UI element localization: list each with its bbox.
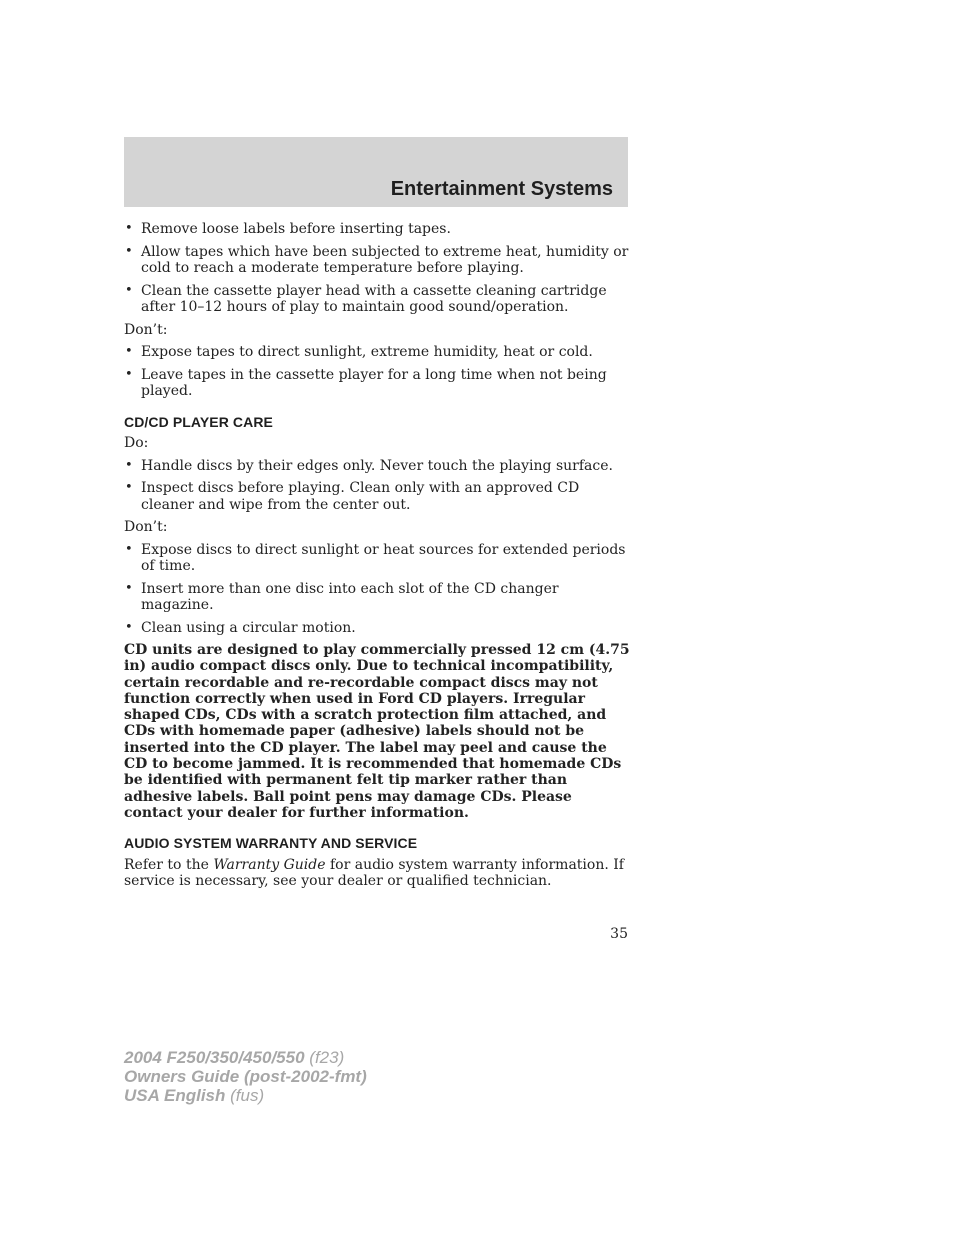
section-header-band bbox=[124, 137, 628, 207]
bullet-icon: • bbox=[125, 480, 133, 495]
page-number: 35 bbox=[610, 926, 628, 942]
bullet-icon: • bbox=[125, 366, 133, 382]
list-item: • Inspect discs before playing. Clean only with an approved CD cleaner and wipe from the center out. bbox=[125, 480, 580, 513]
list-item: • Expose tapes to direct sunlight, extreme humidity, heat or cold. bbox=[125, 344, 593, 360]
bullet-icon: • bbox=[125, 619, 133, 635]
cd-do-label: Do: bbox=[124, 435, 149, 451]
footer-doc-info bbox=[124, 1048, 367, 1105]
cd-dont-label: Don’t: bbox=[124, 519, 168, 535]
cd-do-list bbox=[124, 458, 630, 514]
page-content bbox=[124, 221, 630, 896]
bullet-icon: • bbox=[125, 541, 133, 557]
list-item: • Remove loose labels before inserting tapes. bbox=[125, 221, 451, 237]
cassette-dont-label: Don’t: bbox=[124, 321, 168, 338]
cd-dont-list bbox=[124, 542, 630, 637]
list-item: • Insert more than one disc into each slot of the CD changer magazine. bbox=[125, 580, 559, 613]
list-item: • Handle discs by their edges only. Never touch the playing surface. bbox=[125, 457, 613, 474]
bullet-icon: • bbox=[125, 221, 133, 236]
list-item: • Leave tapes in the cassette player for a long time when not being played. bbox=[125, 366, 607, 399]
warranty-guide-title: Warranty Guide bbox=[213, 856, 326, 873]
bullet-icon: • bbox=[125, 344, 133, 359]
list-item: • Clean the cassette player head with a cassette cleaning cartridge after 10–12 hours of play to maintain good sound/operation. bbox=[125, 282, 607, 315]
footer-line-model: 2004 F250/350/450/550 (f23) bbox=[124, 1048, 345, 1067]
bullet-icon: • bbox=[125, 580, 133, 596]
bullet-icon: • bbox=[125, 243, 133, 259]
cd-warning-paragraph: CD units are designed to play commercially pressed 12 cm (4.75 in) audio compact discs only. Due to technical incompatibility, certain recordable and re-recordable compact discs may not function correctly when used in Ford CD players. Irregular shaped CDs, CDs with a scratch protection film attached, and CDs with homemade paper (adhesive) labels should not be inserted into the CD player. The label may peel and cause the CD to become jammed. It is recommended that homemade CDs be identified with permanent felt tip marker rather than adhesive labels. Ball point pens may damage CDs. Please contact your dealer for further information. bbox=[124, 642, 630, 821]
warranty-heading: AUDIO SYSTEM WARRANTY AND SERVICE bbox=[124, 835, 418, 852]
warranty-paragraph: Refer to the Warranty Guide for audio system warranty information. If service is necessary, see your dealer or qualified technician. bbox=[124, 856, 624, 890]
list-item: • Expose discs to direct sunlight or heat sources for extended periods of time. bbox=[125, 541, 626, 574]
cassette-dont-list bbox=[124, 344, 630, 400]
cd-care-heading: CD/CD PLAYER CARE bbox=[124, 413, 273, 430]
cassette-do-list bbox=[124, 221, 630, 316]
bullet-icon: • bbox=[125, 457, 133, 473]
bullet-icon: • bbox=[125, 282, 133, 298]
list-item: • Clean using a circular motion. bbox=[125, 619, 356, 636]
list-item: • Allow tapes which have been subjected to extreme heat, humidity or cold to reach a moderate temperature before playing. bbox=[125, 243, 629, 276]
footer-line-guide: Owners Guide (post-2002-fmt) bbox=[124, 1067, 367, 1086]
footer-line-language: USA English (fus) bbox=[124, 1086, 265, 1105]
section-title: Entertainment Systems bbox=[390, 178, 613, 200]
